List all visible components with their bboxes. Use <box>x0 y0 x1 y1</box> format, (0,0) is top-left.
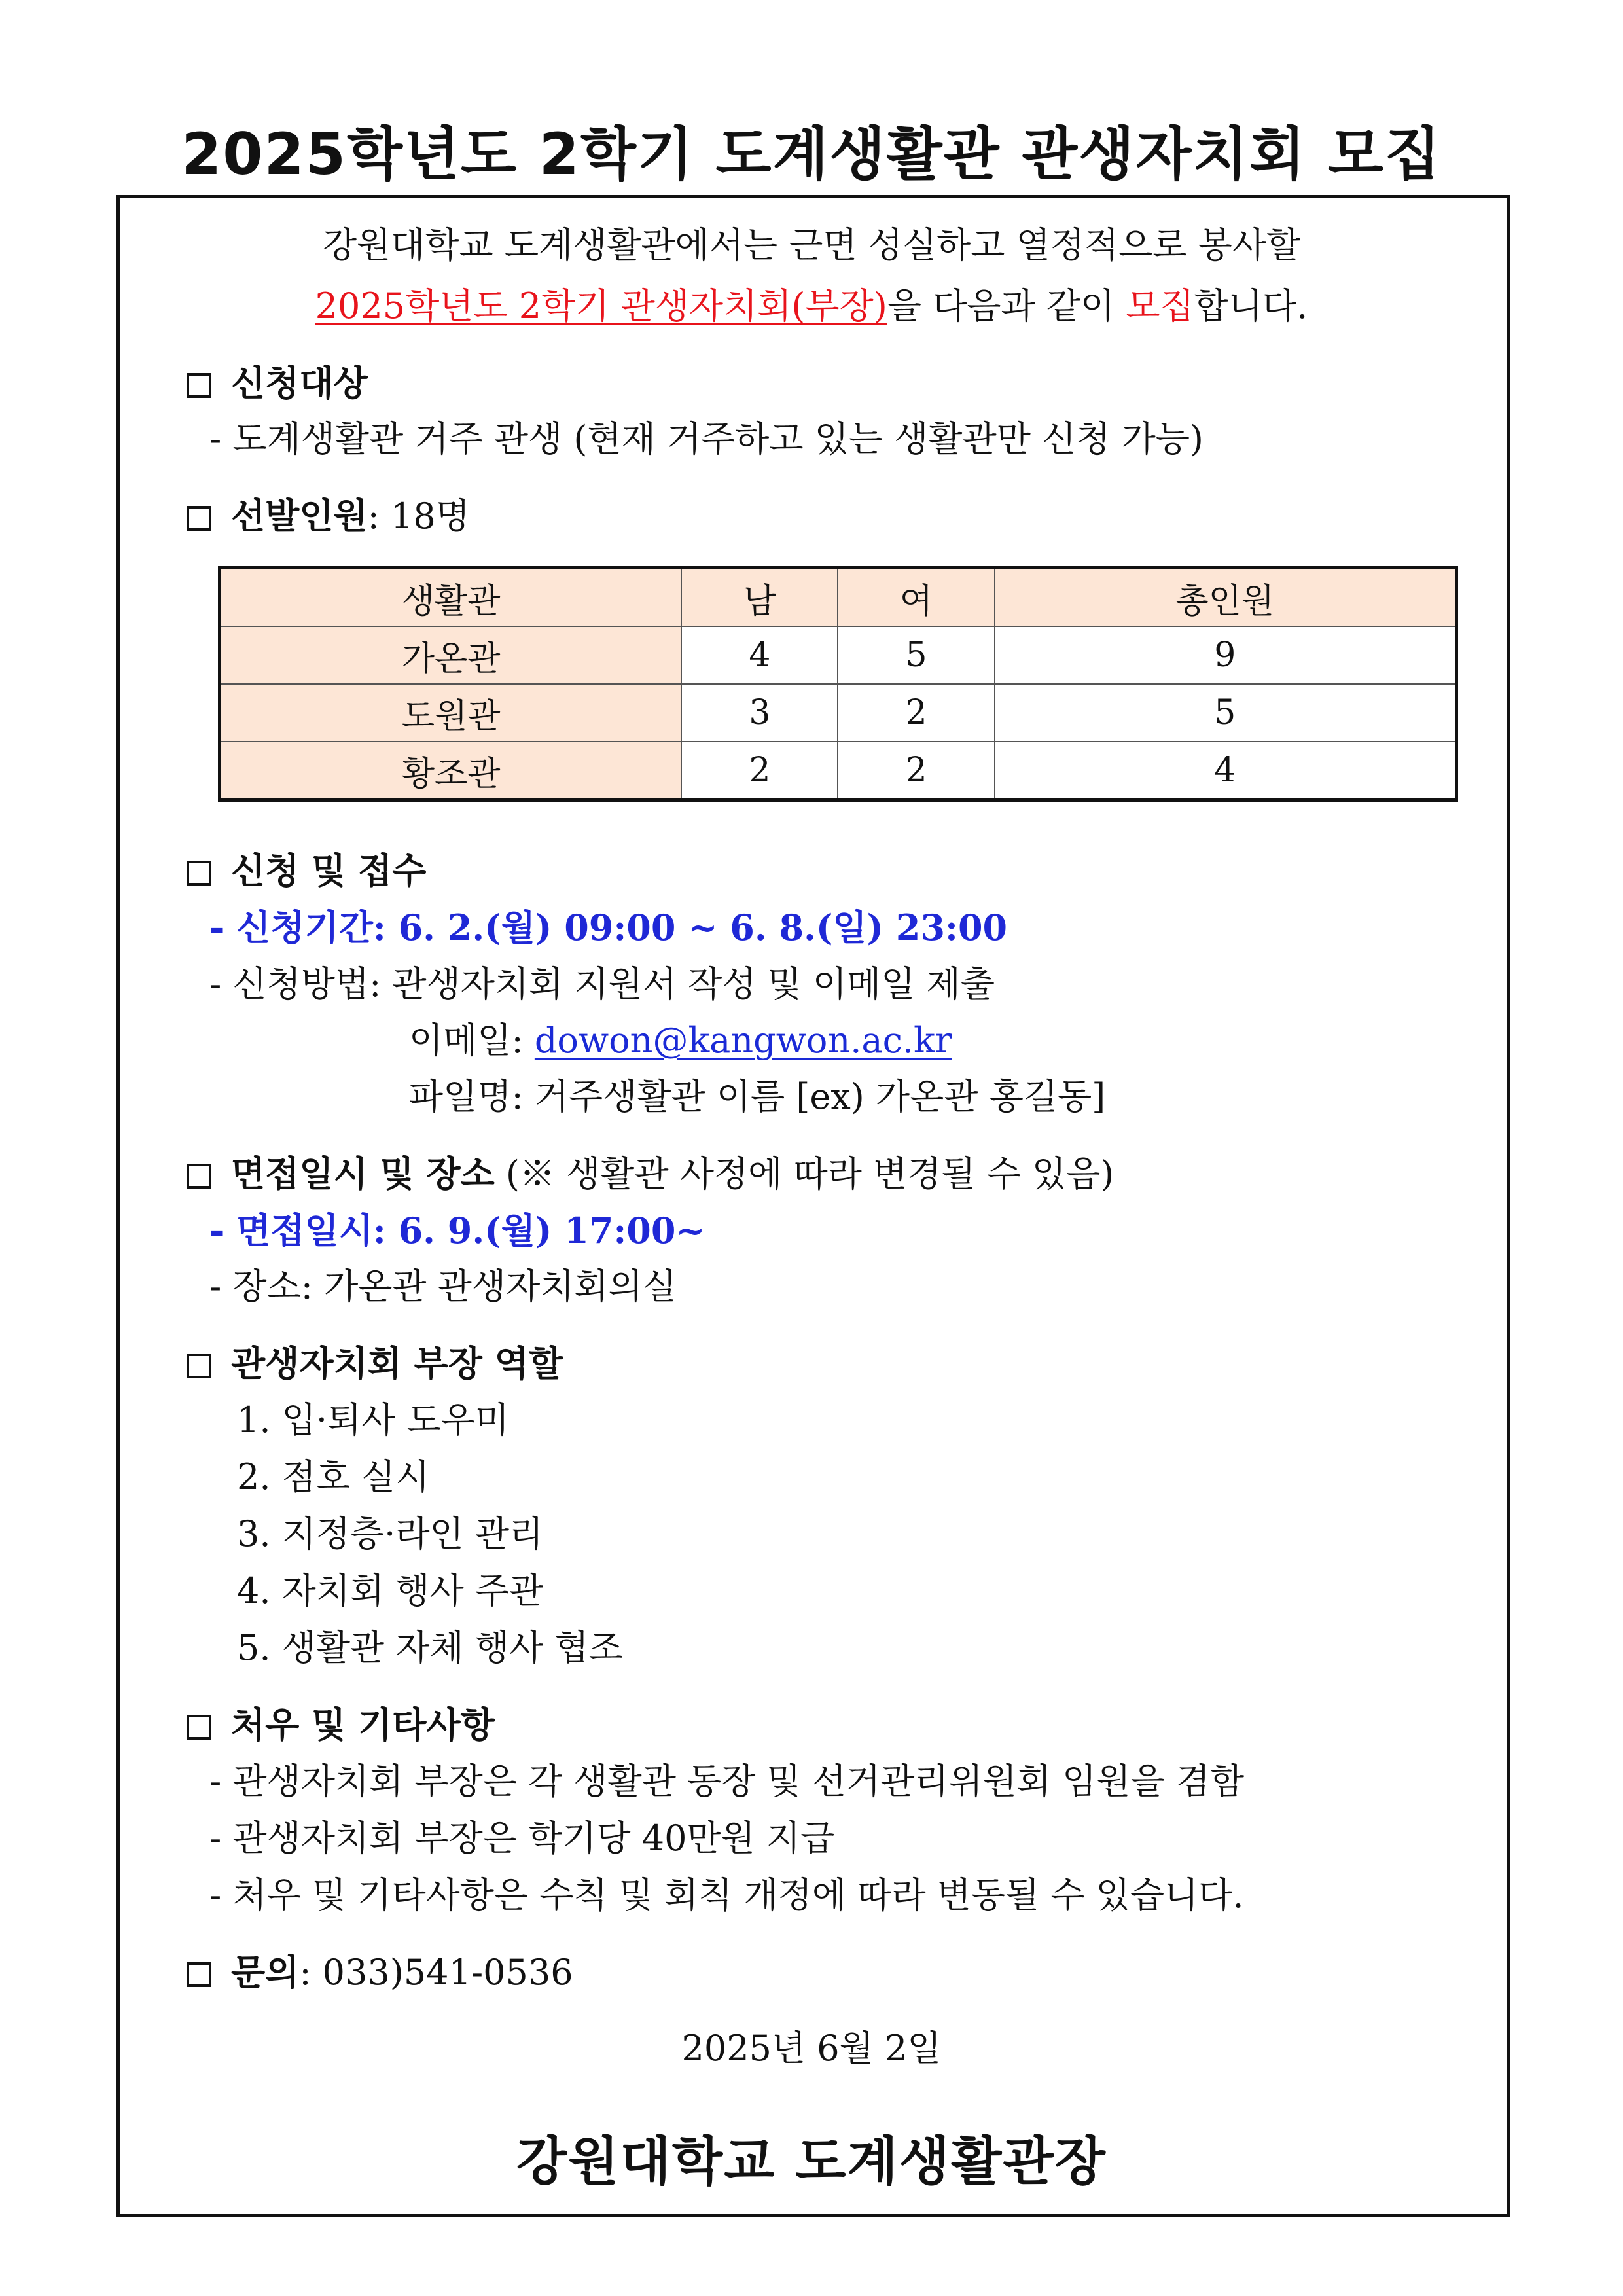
interview-heading: 면접일시 및 장소 (※ 생활관 사정에 따라 변경될 수 있음) <box>187 1151 1114 1197</box>
eligibility-heading: 신청대상 <box>187 360 368 406</box>
table-cell: 2 <box>838 684 994 742</box>
checkbox-icon <box>187 1354 211 1378</box>
intro-highlight: 2025학년도 2학기 관생자치회(부장) <box>315 285 887 327</box>
interview-datetime: - 면접일시: 6. 9.(월) 17:00~ <box>209 1210 705 1251</box>
benefit-item: - 처우 및 기타사항은 수칙 및 회칙 개정에 따라 변동될 수 있습니다. <box>209 1874 1244 1916</box>
table-cell: 2 <box>681 742 838 800</box>
checkbox-icon <box>187 373 211 398</box>
checkbox-icon <box>187 506 211 531</box>
roles-heading: 관생자치회 부장 역할 <box>187 1340 563 1386</box>
eligibility-item: - 도계생활관 거주 관생 (현재 거주하고 있는 생활관만 신청 가능) <box>209 418 1204 459</box>
quota-value: : 18명 <box>367 495 470 537</box>
checkbox-icon <box>187 1164 211 1189</box>
checkbox-icon <box>187 861 211 886</box>
application-filename: 파일명: 거주생활관 이름 [ex) 가온관 홍길동] <box>409 1076 1106 1117</box>
application-email-line: 이메일: dowon@kangwon.ac.kr <box>409 1020 952 1061</box>
table-cell: 4 <box>681 626 838 684</box>
quota-heading: 선발인원: 18명 <box>187 493 470 539</box>
benefits-heading: 처우 및 기타사항 <box>187 1702 495 1748</box>
table-header-cell: 생활관 <box>220 568 682 627</box>
role-item: 4. 자치회 행사 주관 <box>237 1570 544 1611</box>
table-header-cell: 남 <box>681 568 838 627</box>
table-row <box>220 626 1457 684</box>
role-item: 3. 지정층·라인 관리 <box>237 1513 544 1554</box>
benefit-item: - 관생자치회 부장은 학기당 40만원 지급 <box>209 1818 835 1859</box>
page-title: 2025학년도 2학기 도계생활관 관생자치회 모집 <box>181 120 1442 188</box>
table-row <box>220 742 1457 800</box>
table-cell: 5 <box>838 626 994 684</box>
role-item: 5. 생활관 자체 행사 협조 <box>237 1627 623 1668</box>
table-cell: 도원관 <box>220 684 682 742</box>
role-item: 1. 입·퇴사 도우미 <box>237 1399 510 1441</box>
interview-place: - 장소: 가온관 관생자치회의실 <box>209 1266 677 1307</box>
table-cell: 황조관 <box>220 742 682 800</box>
benefit-item: - 관생자치회 부장은 각 생활관 동장 및 선거관리위원회 임원을 겸함 <box>209 1761 1245 1802</box>
email-link[interactable]: dowon@kangwon.ac.kr <box>534 1020 952 1061</box>
table-header-row <box>220 568 1457 627</box>
interview-note: (※ 생활관 사정에 따라 변경될 수 있음) <box>494 1153 1115 1194</box>
contact-value: : 033)541-0536 <box>299 1952 573 1993</box>
checkbox-icon <box>187 1715 211 1740</box>
table-row <box>220 684 1457 742</box>
table-header-cell: 여 <box>838 568 994 627</box>
table-cell: 4 <box>995 742 1457 800</box>
intro-end: 합니다. <box>1194 285 1308 327</box>
intro-mid: 을 다음과 같이 <box>887 285 1126 327</box>
intro-emph: 모집 <box>1126 285 1194 327</box>
quota-table <box>218 566 1458 802</box>
intro-line-2 <box>0 283 1623 329</box>
issue-date: 2025년 6월 2일 <box>681 2028 942 2069</box>
application-heading: 신청 및 접수 <box>187 848 426 893</box>
table-cell: 3 <box>681 684 838 742</box>
table-cell: 가온관 <box>220 626 682 684</box>
application-method: - 신청방법: 관생자치회 지원서 작성 및 이메일 제출 <box>209 963 995 1005</box>
table-cell: 2 <box>838 742 994 800</box>
table-header-cell: 총인원 <box>995 568 1457 627</box>
checkbox-icon <box>187 1962 211 1987</box>
table-cell: 5 <box>995 684 1457 742</box>
application-period: - 신청기간: 6. 2.(월) 09:00 ~ 6. 8.(일) 23:00 <box>209 906 1008 948</box>
role-item: 2. 점호 실시 <box>237 1456 430 1498</box>
table-cell: 9 <box>995 626 1457 684</box>
signature: 강원대학교 도계생활관장 <box>516 2131 1107 2192</box>
intro-line-1: 강원대학교 도계생활관에서는 근면 성실하고 열정적으로 봉사할 <box>322 224 1301 266</box>
contact-heading: 문의: 033)541-0536 <box>187 1949 573 1996</box>
